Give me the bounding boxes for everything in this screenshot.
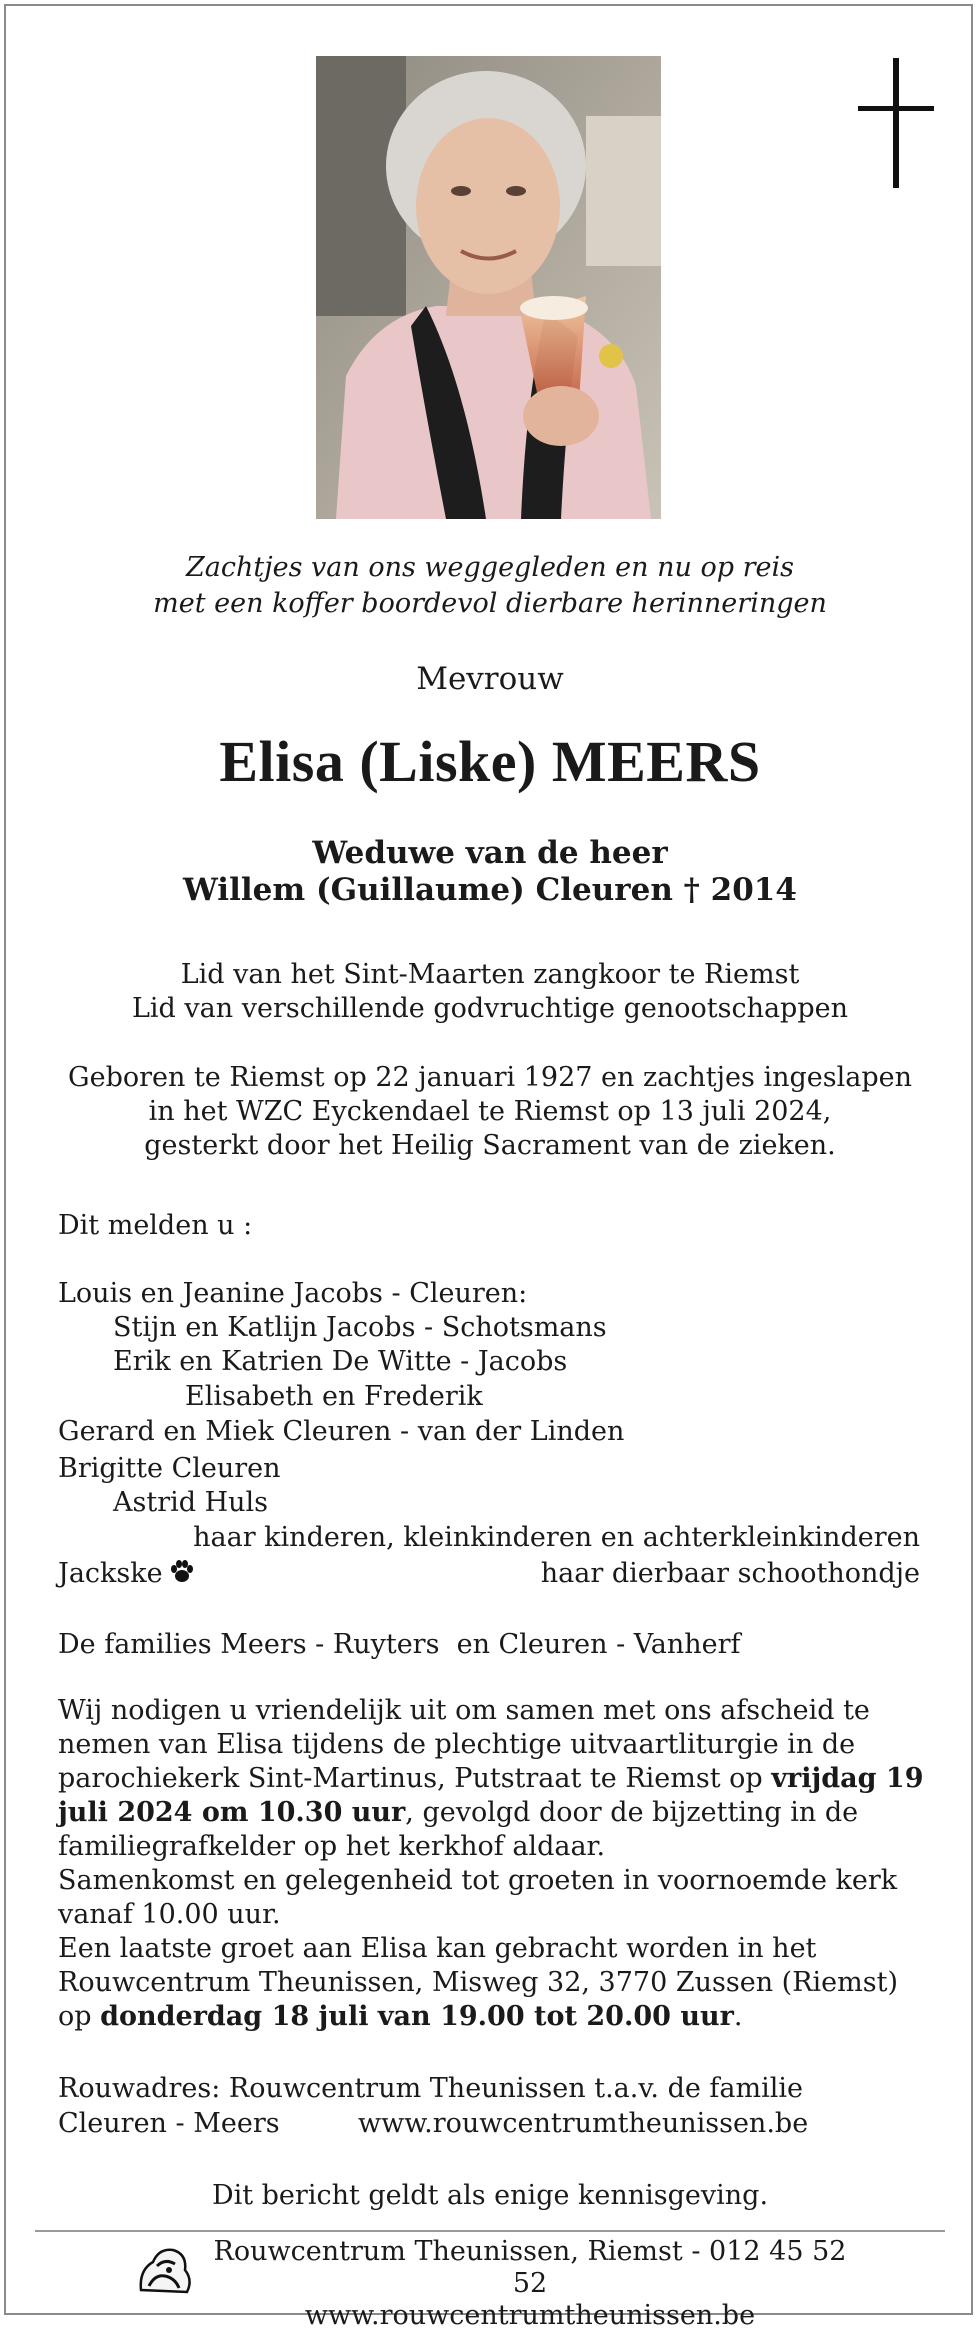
- birth-death-line: gesterkt door het Heilig Sacrament van de zieken.: [144, 1130, 836, 1161]
- family-line: Louis en Jeanine Jacobs - Cleuren:: [58, 1278, 528, 1309]
- widow-statement: [0, 835, 980, 909]
- family-line: Stijn en Katlijn Jacobs - Schotsmans: [113, 1312, 607, 1343]
- motto-line: met een koffer boordevol dierbare herinneringen: [153, 588, 827, 619]
- farewell-date: donderdag 18 juli van 19.00 tot 20.00 uur: [100, 2001, 734, 2032]
- birth-death-info: [0, 1061, 980, 1163]
- deceased-name: Elisa (Liske) MEERS: [219, 729, 761, 794]
- birth-death-line: in het WZC Eyckendael te Riemst op 13 juli 2024,: [148, 1096, 832, 1127]
- pet-name: Jackske: [58, 1558, 163, 1589]
- mourning-address: Rouwadres: Rouwcentrum Theunissen t.a.v. de familie: [58, 2073, 803, 2104]
- farewell-paragraph: [58, 1932, 928, 2034]
- funeral-date: vrijdag 19 juli 2024 om 10.30 uur: [58, 1763, 924, 1828]
- motto-line: Zachtjes van ons weggegleden en nu op reis: [186, 552, 794, 583]
- portrait-photo: [316, 56, 661, 519]
- families-line: De families Meers - Ruyters en Cleuren - Vanherf: [58, 1629, 741, 1660]
- paw-icon: [169, 1559, 195, 1585]
- footer: [205, 2236, 855, 2332]
- family-line: Brigitte Cleuren: [58, 1453, 281, 1484]
- family-line: Astrid Huls: [113, 1487, 269, 1518]
- membership-line: Lid van verschillende godvruchtige genootschappen: [131, 993, 848, 1024]
- family-line: Erik en Katrien De Witte - Jacobs: [113, 1346, 568, 1377]
- widow-line: Weduwe van de heer: [312, 835, 668, 871]
- cross-icon: [858, 58, 934, 188]
- notice: Dit bericht geldt als enige kennisgeving.: [211, 2180, 769, 2211]
- family-line: Elisabeth en Frederik: [185, 1381, 483, 1412]
- pet-description: haar dierbaar schoothondje: [540, 1558, 920, 1589]
- footer-contact: Rouwcentrum Theunissen, Riemst - 012 45 52 52: [213, 2236, 847, 2299]
- funeral-home-logo-icon: [135, 2240, 195, 2300]
- funeral-home-website[interactable]: www.rouwcentrumtheunissen.be: [358, 2108, 809, 2139]
- announce-intro: Dit melden u :: [58, 1210, 253, 1241]
- memberships: [0, 958, 980, 1026]
- birth-death-line: Geboren te Riemst op 22 januari 1927 en zachtjes ingeslapen: [68, 1062, 912, 1093]
- footer-website[interactable]: www.rouwcentrumtheunissen.be: [304, 2300, 756, 2331]
- invitation-text: Wij nodigen u vriendelijk uit om samen met ons afscheid te nemen van Elisa tijdens de plechtige uitvaartliturgie in de parochiekerk Sint-Martinus, Putstraat te Riemst op: [58, 1695, 870, 1794]
- farewell-text: Een laatste groet aan Elisa kan gebracht worden in het Rouwcentrum Theunissen, Misweg 32, 3770 Zussen (Riemst) op: [58, 1933, 898, 2032]
- gathering-paragraph: Samenkomst en gelegenheid tot groeten in voornoemde kerk vanaf 10.00 uur.: [58, 1865, 898, 1930]
- family-summary: haar kinderen, kleinkinderen en achterkleinkinderen: [193, 1522, 920, 1553]
- invitation-text: , gevolgd door de bijzetting in de familiegrafkelder op het kerkhof aldaar.: [58, 1797, 859, 1862]
- mourning-family: Cleuren - Meers: [58, 2108, 280, 2139]
- family-line: Gerard en Miek Cleuren - van der Linden: [58, 1416, 625, 1447]
- pet-name-line: [58, 1557, 195, 1591]
- invitation-paragraph: [58, 1694, 928, 1864]
- farewell-text: .: [733, 2001, 743, 2032]
- motto: [0, 550, 980, 622]
- salutation: Mevrouw: [416, 661, 564, 697]
- membership-line: Lid van het Sint-Maarten zangkoor te Riemst: [180, 959, 800, 990]
- footer-divider: [35, 2230, 945, 2232]
- widow-line: Willem (Guillaume) Cleuren † 2014: [183, 872, 797, 908]
